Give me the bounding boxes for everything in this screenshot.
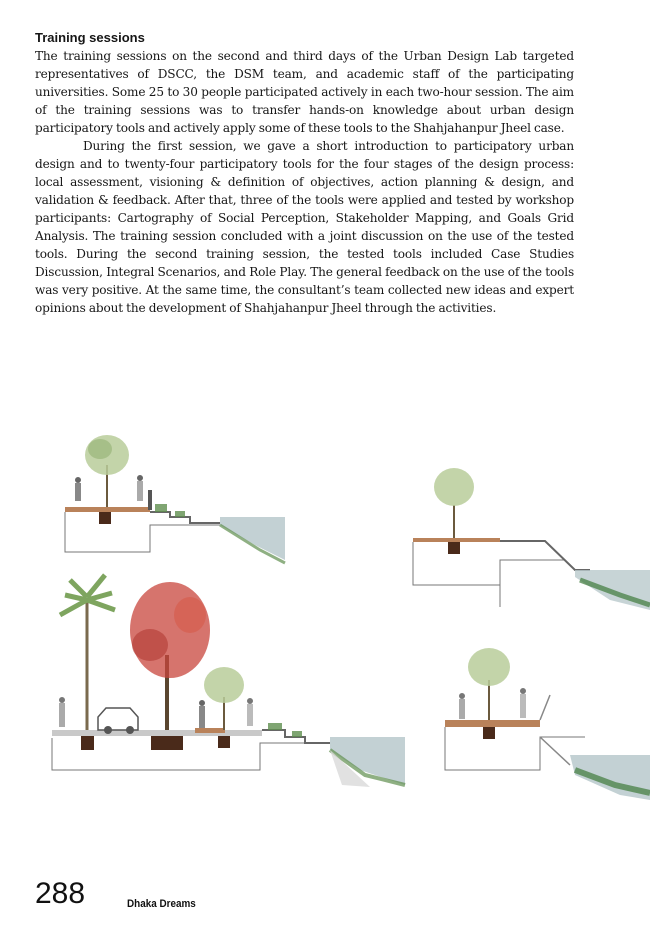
person-figure (459, 699, 465, 719)
tree-pit (81, 736, 94, 750)
section-drawing-bottom-right (445, 648, 650, 800)
running-title: Dhaka Dreams (127, 898, 196, 910)
tree-pit (448, 542, 460, 554)
person-figure (199, 706, 205, 728)
tree-pit (99, 512, 111, 524)
person-figure (247, 704, 253, 726)
deck (413, 538, 500, 542)
tree-pit (151, 736, 183, 750)
section-heading: Training sessions (35, 30, 145, 45)
riverbank-section-drawings (30, 365, 650, 865)
person-figure (75, 483, 81, 501)
paragraph-2: During the first session, we gave a short introduction to participatory urban design and to twenty-four participatory tools for the four stages of the design process: local assessment, visioning & definition of objectives, action planning & design, and validation & feedback. After that, three of the tools were applied and tested by workshop participants: Cartography of Social Perception, Stakeholder Mapping, and Goals Grid Analysis. The training session concluded with a joint discussion on the use of the tested tools. During the second training session, the tested tools included Case Studies Discussion, Integral Scenarios, and Role Play. The general feedback on the use of the tools was very positive. At the same time, the consultant’s team collected new ideas and expert opinions about the development of Shahjahanpur Jheel through the activities. (35, 139, 574, 315)
tree (204, 667, 244, 703)
paragraph-1: The training sessions on the second and third days of the Urban Design Lab targeted representatives of DSCC, the DSM team, and academic staff of the participating universities. Some 25 to 30 people participated actively in each two-hour session. The aim of the training sessions was to transfer hands-on knowledge about urban design participatory tools and actively apply some of these tools to the Shahjahanpur Jheel case. (35, 49, 574, 135)
deck (445, 720, 540, 727)
person-figure (137, 481, 143, 501)
deck (65, 507, 150, 512)
tree-pit (483, 727, 495, 739)
person-figure (520, 694, 526, 718)
tree (434, 468, 474, 506)
body-text (35, 47, 574, 317)
road (52, 730, 262, 736)
person-figure (59, 703, 65, 727)
steps (500, 541, 590, 570)
water (220, 517, 285, 560)
railing (540, 695, 570, 765)
section-drawing-top-right (413, 468, 650, 610)
page-number: 288 (35, 877, 86, 910)
tree (468, 648, 510, 686)
section-drawing-bottom-left (52, 575, 405, 787)
section-drawing-top-left (65, 435, 285, 563)
